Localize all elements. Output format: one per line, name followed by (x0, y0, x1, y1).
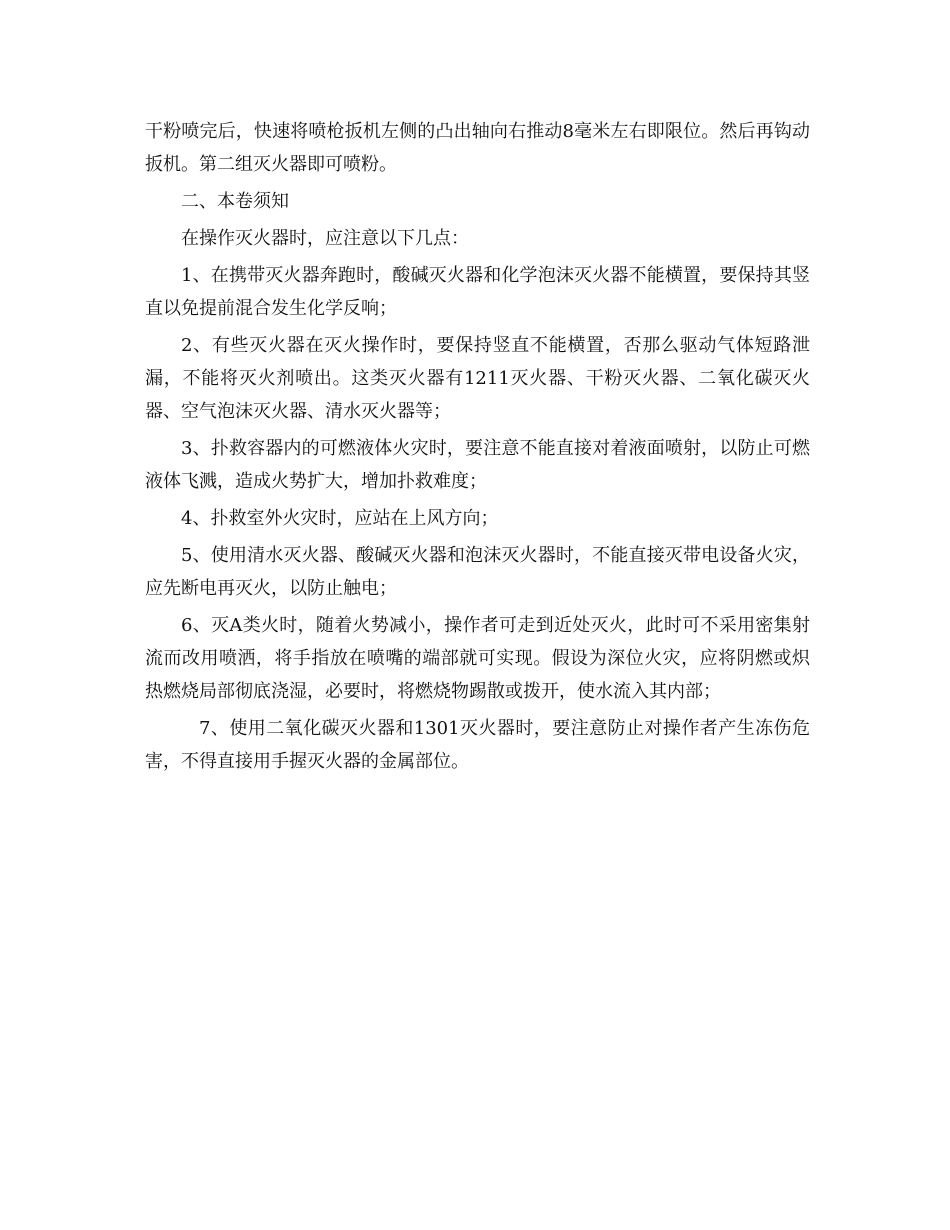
document-body (145, 115, 810, 782)
paragraph-intro: 在操作灭火器时，应注意以下几点： (181, 228, 469, 249)
list-item-1: 1、在携带灭火器奔跑时，酸碱灭火器和化学泡沫灭火器不能横置，要保持其竖直以免提前混合发生化学反响； (145, 265, 810, 319)
list-item-3: 3、扑救容器内的可燃液体火灾时，要注意不能直接对着液面喷射，以防止可燃液体飞溅，造成火势扩大，增加扑救难度； (145, 438, 810, 492)
list-item-5: 5、使用清水灭火器、酸碱灭火器和泡沫灭火器时，不能直接灭带电设备火灾，应先断电再灭火，以防止触电； (145, 545, 810, 599)
paragraph-continuation: 干粉喷完后，快速将喷枪扳机左侧的凸出轴向右推动8毫米左右即限位。然后再钩动扳机。第二组灭火器即可喷粉。 (145, 121, 810, 175)
list-item-7: 7、使用二氧化碳灭火器和1301灭火器时，要注意防止对操作者产生冻伤危害，不得直接用手握灭火器的金属部位。 (145, 718, 810, 772)
list-item-4: 4、扑救室外火灾时，应站在上风方向； (181, 508, 499, 529)
section-heading: 二、本卷须知 (181, 191, 289, 212)
list-item-6: 6、灭A类火时，随着火势减小，操作者可走到近处灭火，此时可不采用密集射流而改用喷洒，将手指放在喷嘴的端部就可实现。假设为深位火灾，应将阴燃或炽热燃烧局部彻底浇湿，必要时，将燃烧物踢散或拨开，使水流入其内部； (145, 615, 810, 702)
list-item-2: 2、有些灭火器在灭火操作时，要保持竖直不能横置，否那么驱动气体短路泄漏，不能将灭火剂喷出。这类灭火器有1211灭火器、干粉灭火器、二氧化碳灭火器、空气泡沫灭火器、清水灭火器等； (145, 335, 810, 422)
